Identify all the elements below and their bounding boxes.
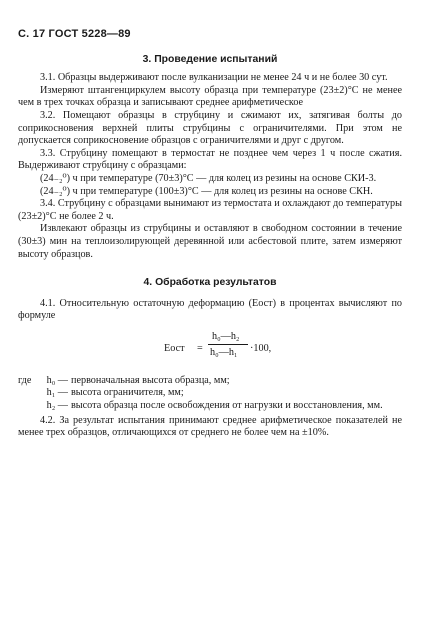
definitions-list — [18, 375, 402, 413]
section-4-title: 4. Обработка результатов — [143, 277, 277, 289]
formula-block — [18, 331, 402, 367]
section-3-paragraph-8: Извлекают образцы из струбцины и оставляют в свободном состоянии в течение (30±3) мин на теплоизолирующей деревянной или асбестовой плите, затем измеряют высоту образцов. — [18, 223, 402, 260]
formula-numerator: h₀—h₂ — [212, 330, 240, 342]
section-3-paragraph-2: Измеряют штангенциркулем высоту образца при температуре (23±2)°С не менее чем в трех точках образца и записывают среднее арифметическое — [18, 84, 402, 109]
definition-symbol: h₀ — — [46, 374, 68, 386]
definition-symbol: h₁ — — [46, 387, 68, 399]
page-header: С. 17 ГОСТ 5228—89 — [18, 28, 131, 40]
section-3-paragraph-7: 3.4. Струбцину с образцами вынимают из термостата и охлаждают до температуры (23±2)°С не более 2 ч. — [18, 198, 402, 222]
formula-equals: = — [197, 342, 203, 354]
section-3-paragraph-4: 3.3. Струбцину помещают в термостат не позднее чем через 1 ч после сжатия. Выдерживают струбцину с образцами: — [18, 147, 402, 172]
deformation-formula — [164, 331, 314, 367]
definition-row — [18, 375, 402, 388]
section-3-paragraph-3: 3.2. Помещают образцы в струбцину и сжимают их, затягивая болты до соприкосновения верхней плиты струбцины с ограничителями. При этом не допускается соприкосновение образцов с ограничителями и друг с другом. — [18, 109, 402, 147]
section-4-paragraph-1: 4.1. Относительную остаточную деформацию (Еост) в процентах вычисляют по формуле — [18, 297, 402, 322]
formula-lhs: Eост — [164, 342, 185, 354]
section-3-paragraph-6: (24₋₂⁰) ч при температуре (100±3)°С — для колец из резины на основе СКН. — [40, 185, 373, 197]
definition-symbol: h₂ — — [46, 400, 68, 412]
definition-row — [18, 400, 402, 413]
section-4-paragraph-2: 4.2. За результат испытания принимают среднее арифметическое показателей не менее трех образцов, отличающихся от среднего не более чем на ±10%. — [18, 414, 402, 439]
fraction-bar — [208, 344, 248, 345]
where-label: где — [18, 374, 32, 386]
section-3-paragraph-1: 3.1. Образцы выдерживают после вулканизации не менее 24 ч и не более 30 сут. — [40, 72, 388, 84]
definition-text: высота образца после освобождения от нагрузки и восстановления, мм. — [71, 400, 383, 412]
formula-multiplier: ·100, — [250, 342, 272, 354]
section-3-title: 3. Проведение испытаний — [142, 53, 278, 65]
document-page — [18, 28, 402, 440]
definition-text: первоначальная высота образца, мм; — [71, 374, 230, 386]
formula-denominator: h₀—h₁ — [210, 346, 238, 358]
definition-row — [18, 387, 402, 400]
section-3-paragraph-5: (24₋₂⁰) ч при температуре (70±3)°С — для колец из резины на основе СКИ-3. — [40, 172, 377, 184]
definition-text: высота ограничителя, мм; — [71, 387, 184, 399]
